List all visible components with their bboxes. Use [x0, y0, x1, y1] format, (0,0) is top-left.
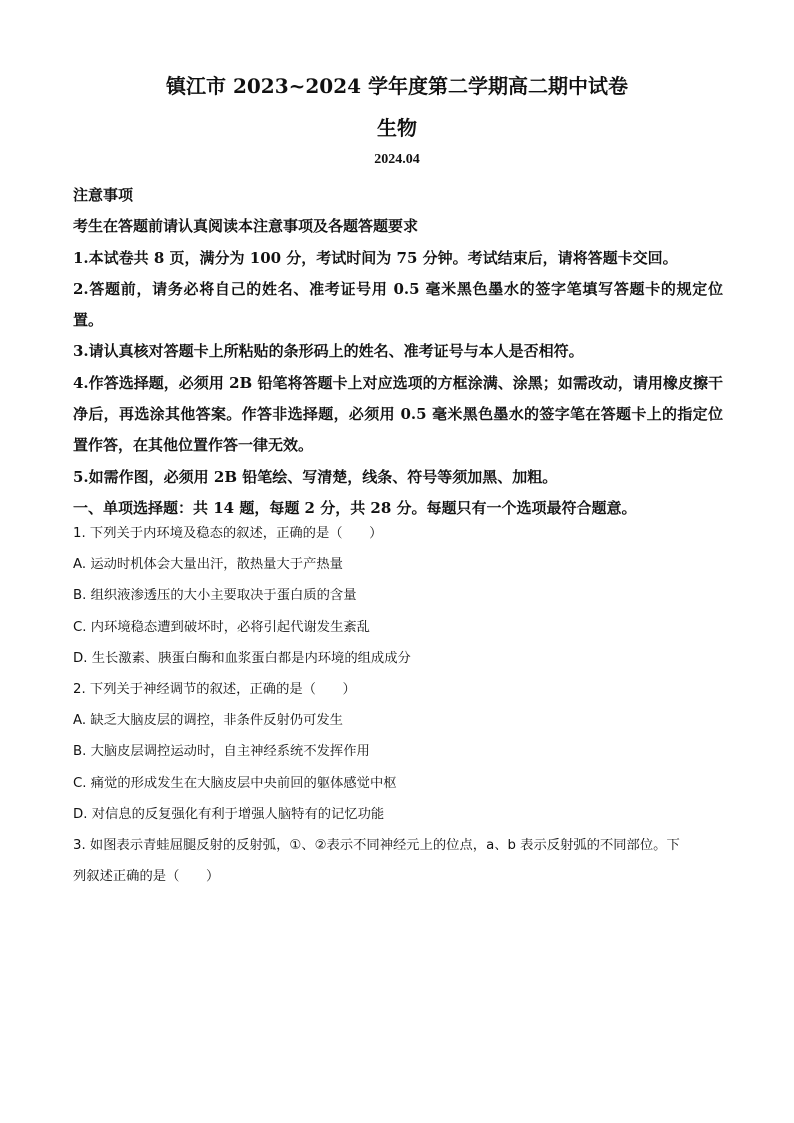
question-2-option-b: B. 大脑皮层调控运动时，自主神经系统不发挥作用	[73, 744, 370, 760]
section-heading: 一、单项选择题：共 14 题，每题 2 分，共 28 分。每题只有一个选项最符合题意。	[73, 498, 637, 517]
question-1-option-b: B. 组织液渗透压的大小主要取决于蛋白质的含量	[73, 588, 357, 604]
question-2-option-a: A. 缺乏大脑皮层的调控，非条件反射仍可发生	[73, 713, 343, 729]
question-3-stem-line-1: 3. 如图表示青蛙屈腿反射的反射弧，①、②表示不同神经元上的位点，a、b 表示反射弧的不同部位。下	[73, 838, 680, 854]
question-1-option-a: A. 运动时机体会大量出汗，散热量大于产热量	[73, 557, 343, 573]
notice-item-3: 3.请认真核对答题卡上所粘贴的条形码上的姓名、准考证号与本人是否相符。	[73, 342, 584, 361]
question-1-option-d: D. 生长激素、胰蛋白酶和血浆蛋白都是内环境的组成成分	[73, 650, 411, 666]
question-2-option-c: C. 痛觉的形成发生在大脑皮层中央前回的躯体感觉中枢	[73, 775, 397, 791]
notice-item-5: 5.如需作图，必须用 2B 铅笔绘、写清楚，线条、符号等须加黑、加粗。	[73, 467, 558, 486]
question-1-stem: 1. 下列关于内环境及稳态的叙述，正确的是（ ）	[73, 526, 383, 541]
question-3-stem-line-2: 列叙述正确的是（ ）	[73, 869, 220, 885]
question-list	[73, 518, 723, 892]
notice-item-2: 2.答题前，请务必将自己的姓名、准考证号用 0.5 毫米黑色墨水的签字笔填写答题卡的规定位置。	[73, 279, 723, 330]
question-2-stem: 2. 下列关于神经调节的叙述，正确的是（ ）	[73, 682, 356, 698]
question-1-option-c: C. 内环境稳态遭到破坏时，必将引起代谢发生紊乱	[73, 619, 370, 635]
exam-subject: 生物	[377, 116, 417, 140]
notice-item-1: 1.本试卷共 8 页，满分为 100 分，考试时间为 75 分钟。考试结束后，请将答题卡交回。	[73, 248, 678, 267]
exam-title: 镇江市 2023~2024 学年度第二学期高二期中试卷	[165, 74, 628, 98]
exam-date: 2024.04	[374, 152, 420, 167]
notice-intro: 考生在答题前请认真阅读本注意事项及各题答题要求	[73, 217, 419, 236]
question-2-option-d: D. 对信息的反复强化有利于增强人脑特有的记忆功能	[73, 806, 385, 822]
notice-heading: 注意事项	[73, 186, 134, 204]
notice-item-4: 4.作答选择题，必须用 2B 铅笔将答题卡上对应选项的方框涂满、涂黑；如需改动，请用橡皮擦干净后，再选涂其他答案。作答非选择题，必须用 0.5 毫米黑色墨水的签字笔在答题卡上的指定位置作答，在其他位置作答一律无效。	[73, 373, 723, 455]
notice-block	[73, 180, 723, 524]
